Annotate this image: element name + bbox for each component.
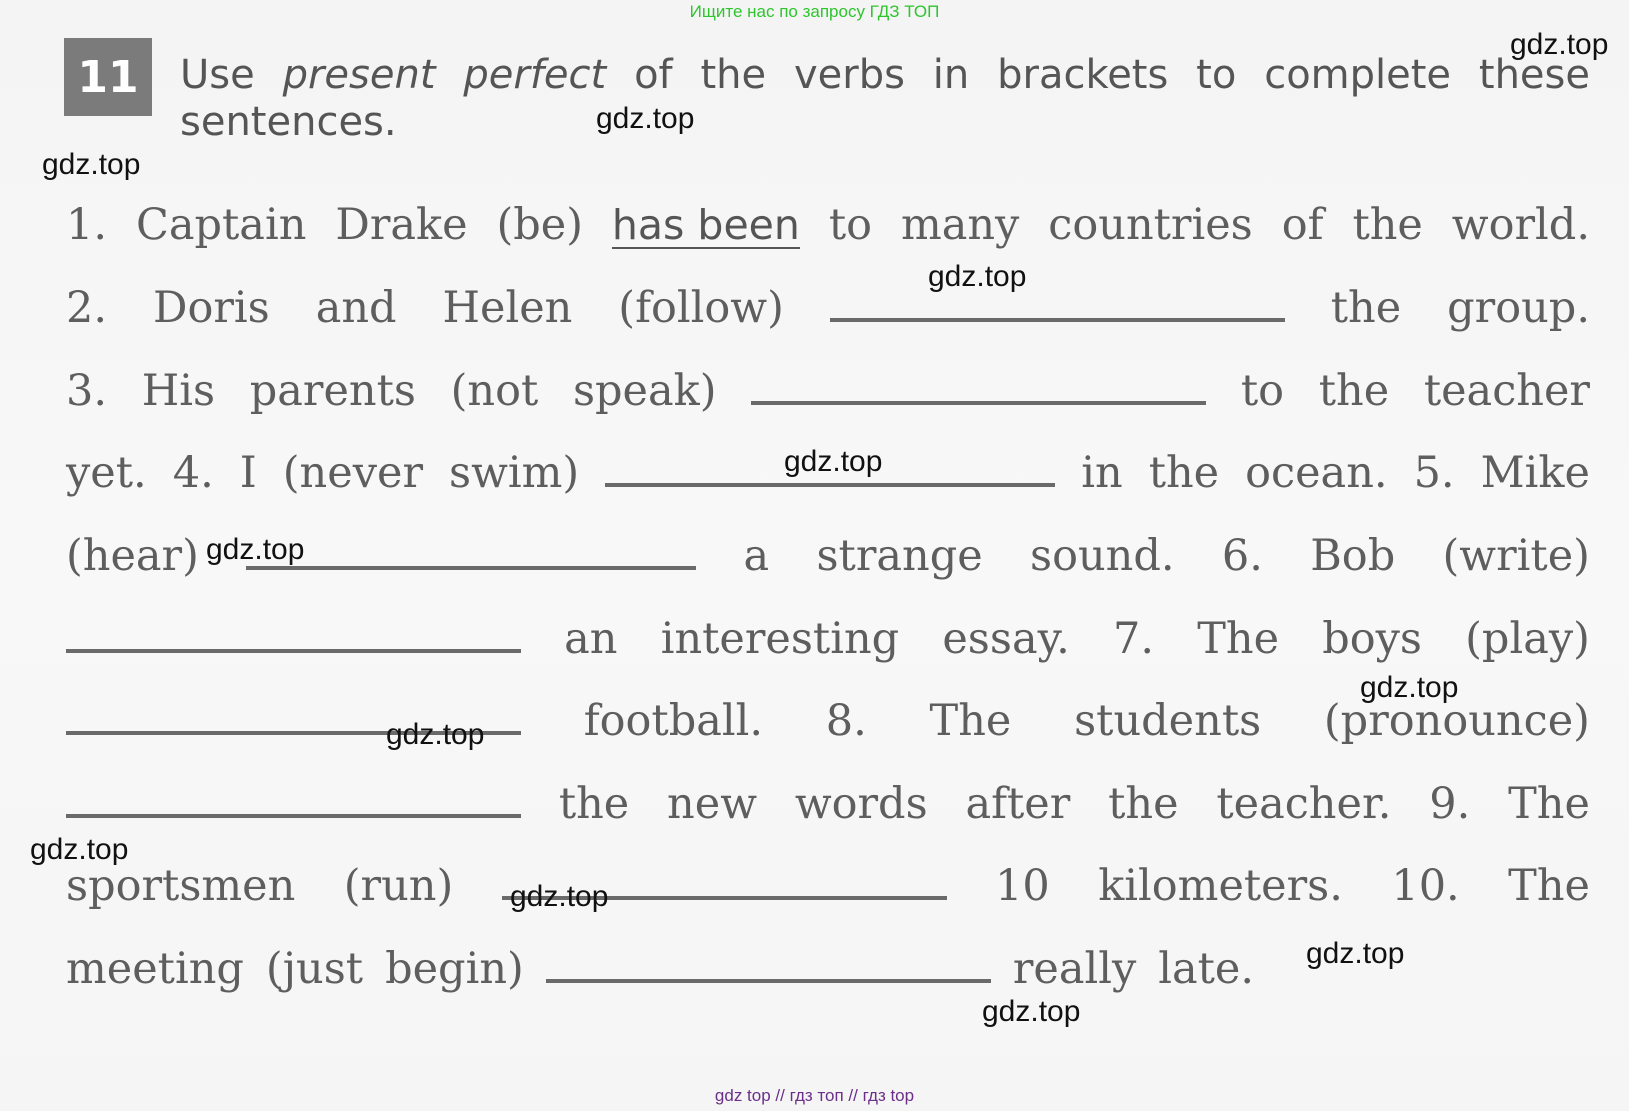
watermark-text: gdz.top [386, 718, 485, 751]
watermark-text: gdz.top [784, 445, 883, 478]
word: The [1508, 861, 1590, 911]
word: (run) [343, 861, 454, 911]
word: words [794, 779, 928, 829]
word: 6. [1221, 531, 1263, 581]
sentence-line [66, 614, 1590, 674]
word: speak) [572, 366, 717, 416]
word: yet. [66, 448, 147, 498]
word: Captain [135, 200, 307, 250]
word: countries [1048, 200, 1253, 250]
word: (play) [1465, 614, 1590, 664]
word: late. [1158, 944, 1255, 994]
word: the [1108, 779, 1179, 829]
instruction-emphasis: present perfect [282, 52, 607, 98]
word: football. [583, 696, 764, 746]
word: Helen [442, 283, 573, 333]
word: the [1352, 200, 1423, 250]
answer-blank[interactable] [66, 814, 521, 818]
word: Doris [152, 283, 270, 333]
word: the [1330, 283, 1402, 333]
word: an [564, 614, 618, 664]
word: begin) [385, 944, 524, 994]
word: 3. [66, 366, 108, 416]
watermark-text: gdz.top [30, 833, 129, 866]
word: swim) [449, 448, 580, 498]
exercise-instruction [180, 52, 1590, 146]
word: teacher. [1216, 779, 1392, 829]
word: interesting [660, 614, 900, 664]
word: I [239, 448, 257, 498]
instruction-part2: of the verbs in brackets to complete these sentences. [180, 52, 1590, 145]
word: The [1197, 614, 1280, 664]
filled-answer: has been [611, 201, 800, 249]
watermark-text: gdz.top [596, 102, 695, 135]
watermark-text: gdz.top [1360, 671, 1459, 704]
word: (just [265, 944, 364, 994]
word: (write) [1442, 531, 1590, 581]
word: new [667, 779, 757, 829]
word: parents [249, 366, 416, 416]
watermark-text: gdz.top [206, 533, 305, 566]
sentence-line [66, 696, 1590, 756]
word: after [965, 779, 1071, 829]
word: 2. [66, 283, 108, 333]
answer-blank[interactable] [546, 979, 991, 983]
word: strange [816, 531, 983, 581]
word: the [1318, 366, 1390, 416]
answer-blank[interactable] [605, 483, 1055, 487]
word: (not [450, 366, 539, 416]
answer-blank[interactable] [66, 649, 521, 653]
watermark-text: gdz.top [510, 880, 609, 913]
word: students [1074, 696, 1262, 746]
watermark-text: gdz.top [1510, 28, 1609, 61]
word: in [1081, 448, 1123, 498]
word: group. [1447, 283, 1590, 333]
word: Mike [1480, 448, 1590, 498]
sentence-line [66, 861, 1590, 921]
sentence-line [66, 200, 1590, 260]
word: 4. [172, 448, 214, 498]
word: The [1508, 779, 1590, 829]
word: kilometers. [1098, 861, 1343, 911]
word: meeting [66, 944, 244, 994]
word: a [743, 531, 770, 581]
word: the [558, 779, 630, 829]
sentence-line [66, 283, 1590, 343]
word: boys [1322, 614, 1422, 664]
word: 1. [66, 200, 108, 250]
watermark-text: gdz.top [982, 995, 1081, 1028]
word: of [1281, 200, 1324, 250]
sentence-line [66, 366, 1590, 426]
word: 10. [1391, 861, 1460, 911]
word: 5. [1413, 448, 1455, 498]
word: sound. [1030, 531, 1175, 581]
word: The [929, 696, 1012, 746]
watermark-text: gdz.top [1306, 937, 1405, 970]
watermark-text: gdz.top [42, 148, 141, 181]
word: 10 [995, 861, 1050, 911]
word: 8. [825, 696, 867, 746]
word: (follow) [618, 283, 784, 333]
word: to [1240, 366, 1285, 416]
word: ocean. [1245, 448, 1388, 498]
word: world. [1451, 200, 1590, 250]
word: sportsmen [66, 861, 296, 911]
word: many [900, 200, 1020, 250]
top-banner: Ищите нас по запросу ГДЗ ТОП [689, 2, 940, 21]
instruction-part1: Use [180, 52, 255, 98]
word: (never [282, 448, 423, 498]
word: and [315, 283, 397, 333]
answer-blank[interactable] [751, 401, 1206, 405]
watermark-text: gdz.top [928, 260, 1027, 293]
answer-blank[interactable] [830, 318, 1285, 322]
exercise-number: 11 [64, 38, 152, 116]
word: Drake [335, 200, 468, 250]
word: really [1012, 944, 1137, 994]
word: teacher [1423, 366, 1590, 416]
word: His [141, 366, 216, 416]
word: (pronounce) [1323, 696, 1590, 746]
word: the [1148, 448, 1220, 498]
word: (be) [496, 200, 583, 250]
sentence-line [66, 779, 1590, 839]
word: essay. [942, 614, 1070, 664]
word: to [828, 200, 872, 250]
answer-blank[interactable] [246, 566, 696, 570]
footer: gdz top // гдз топ // гдз top [714, 1086, 915, 1105]
word: 7. [1113, 614, 1155, 664]
word: 9. [1429, 779, 1471, 829]
word: Bob [1310, 531, 1396, 581]
word: (hear) [66, 531, 199, 581]
